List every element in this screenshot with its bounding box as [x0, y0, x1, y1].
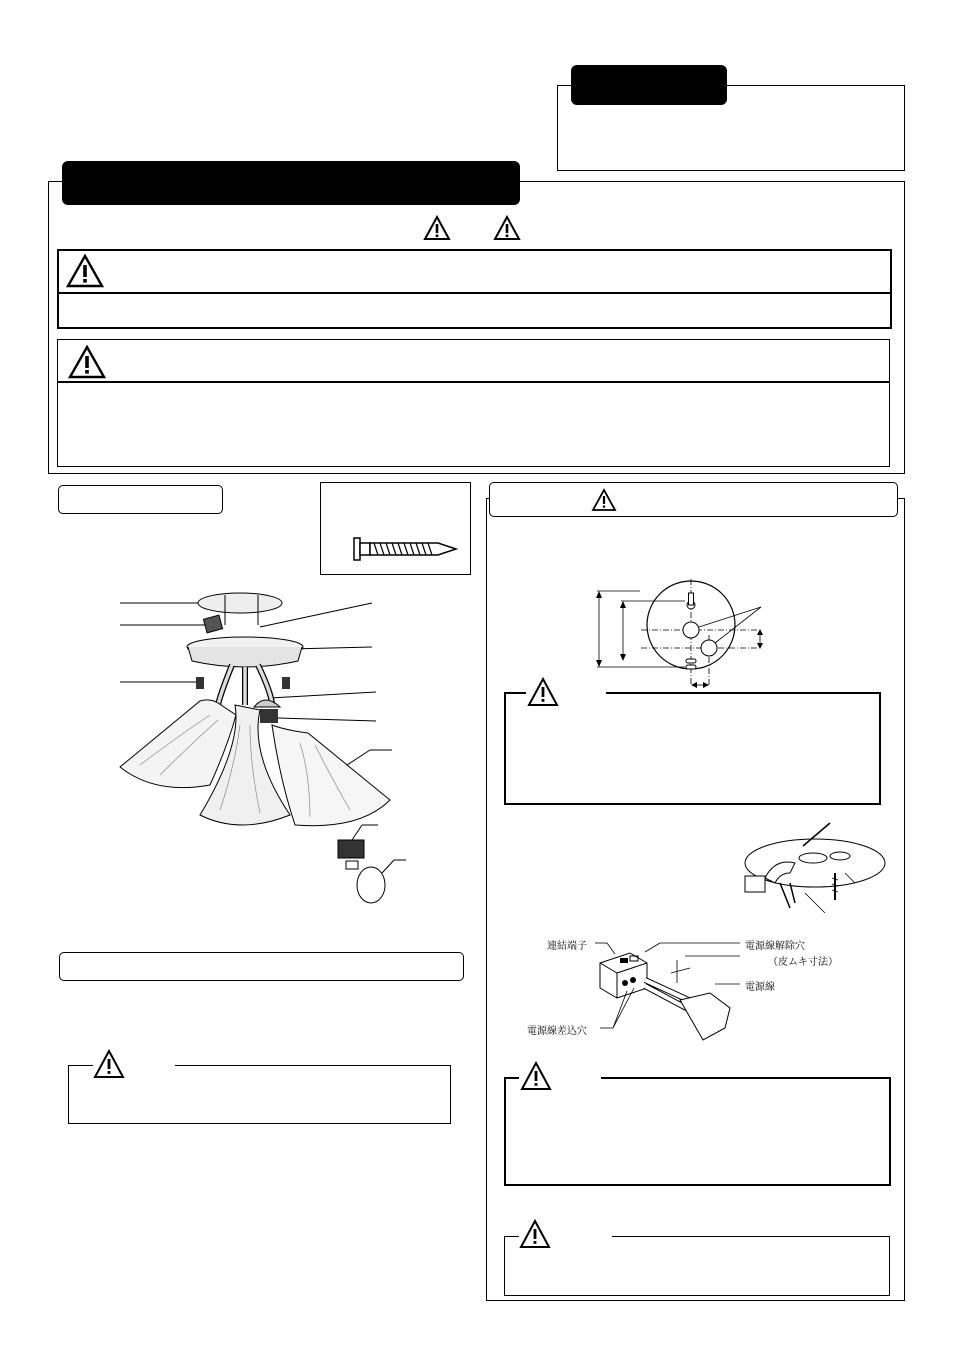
warning-triangle-icon [423, 215, 451, 241]
wood-screw-icon [352, 536, 460, 562]
final-caution-topline-right [612, 1236, 890, 1237]
caution-note-box [68, 1065, 451, 1124]
installation-heading-pill [489, 482, 898, 517]
fixture-exploded-diagram [100, 585, 420, 915]
top-info-tab [571, 65, 727, 105]
warning-triangle-icon [591, 488, 617, 512]
section-heading-pill [59, 952, 464, 981]
caution-triangle-icon [67, 344, 107, 380]
wiring-caution-topline-left [504, 1077, 519, 1079]
caution-note-topline-right [175, 1065, 451, 1066]
caution-triangle-icon [93, 1049, 125, 1079]
safety-section-header [62, 161, 520, 205]
connector-label: 連結端子 [547, 941, 587, 952]
wiring-caution-topline-right [601, 1077, 891, 1079]
warning-box [57, 249, 892, 329]
caution-triangle-icon [527, 677, 559, 707]
caution-box-divider [57, 381, 890, 383]
mounting-caution-box [504, 692, 881, 805]
final-caution-topline-left [504, 1236, 519, 1237]
mounting-caution-topline-left [504, 692, 526, 694]
power-cord-label: 電源線 [745, 982, 775, 993]
caution-triangle-icon [519, 1219, 551, 1249]
insert-hole-label: 電源線差込穴 [527, 1026, 587, 1037]
parts-list-heading [58, 485, 223, 514]
wiring-caution-box [504, 1077, 891, 1186]
release-hole-label: 電源線解除穴 [745, 941, 805, 952]
caution-triangle-icon [520, 1061, 552, 1091]
caution-triangle-icon [493, 215, 521, 241]
final-caution-box [504, 1236, 890, 1296]
caution-box [57, 339, 890, 467]
strip-length-label: （皮ムキ寸法） [768, 957, 838, 968]
warning-triangle-icon [65, 253, 105, 289]
mounting-caution-topline-right [606, 692, 881, 694]
mounting-plate-diagram [585, 575, 775, 695]
ceiling-mount-illustration [735, 818, 895, 918]
warning-box-divider [57, 292, 892, 294]
caution-note-topline-left [68, 1065, 93, 1066]
